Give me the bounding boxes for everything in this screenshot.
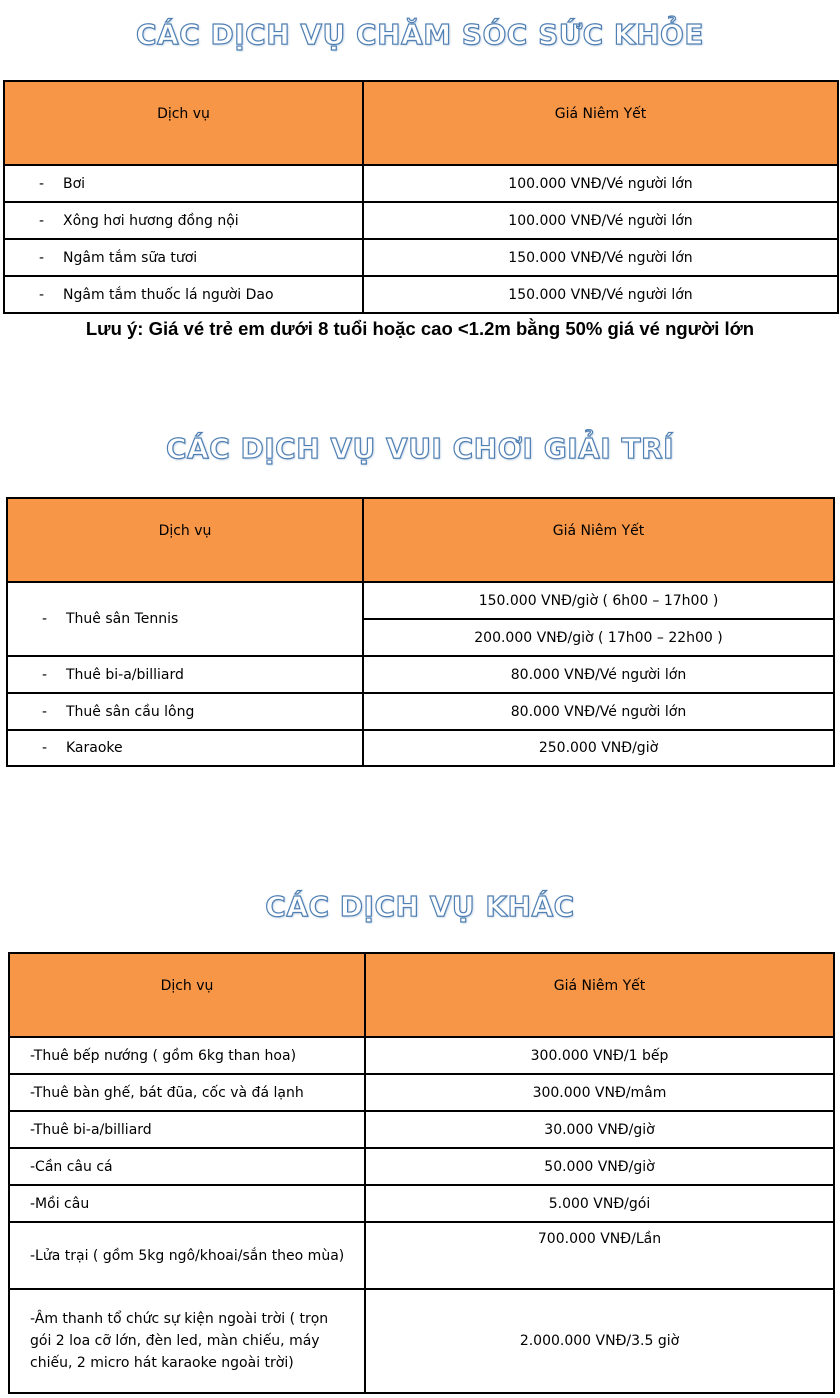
table-header-row	[7, 498, 834, 582]
service-name: -Lửa trại ( gồm 5kg ngô/khoai/sắn theo mùa)	[9, 1222, 365, 1289]
entertainment-services-title: CÁC DỊCH VỤ VUI CHƠI GIẢI TRÍ	[165, 432, 675, 465]
table-row	[9, 1037, 834, 1074]
table-row	[9, 1289, 834, 1393]
other-services-title: CÁC DỊCH VỤ KHÁC	[265, 890, 575, 923]
service-price: 5.000 VNĐ/gói	[365, 1185, 834, 1222]
table-row	[9, 1185, 834, 1222]
service-name: Xông hơi hương đồng nội	[63, 212, 239, 229]
dash-bullet: -	[42, 611, 48, 627]
table-row	[7, 693, 834, 730]
service-price: 300.000 VNĐ/mâm	[365, 1074, 834, 1111]
service-price: 100.000 VNĐ/Vé người lớn	[363, 165, 838, 202]
dash-bullet: -	[42, 703, 48, 720]
other-services-table	[8, 952, 835, 1394]
service-price: 50.000 VNĐ/giờ	[365, 1148, 834, 1185]
dash-bullet: -	[39, 212, 45, 229]
service-column-header: Dịch vụ	[9, 953, 365, 1037]
price-column-header: Giá Niêm Yết	[365, 953, 834, 1037]
dash-bullet: -	[39, 286, 45, 303]
health-services-table	[3, 80, 839, 314]
service-price: 80.000 VNĐ/Vé người lớn	[363, 693, 834, 730]
dash-bullet: -	[39, 249, 45, 266]
table-row	[4, 276, 838, 313]
table-row	[9, 1148, 834, 1185]
table-row	[4, 165, 838, 202]
service-price: 100.000 VNĐ/Vé người lớn	[363, 202, 838, 239]
dash-bullet: -	[42, 666, 48, 683]
service-name: Bơi	[63, 175, 86, 192]
price-column-header: Giá Niêm Yết	[363, 81, 838, 165]
service-price: 30.000 VNĐ/giờ	[365, 1111, 834, 1148]
service-price: 2.000.000 VNĐ/3.5 giờ	[365, 1289, 834, 1393]
service-name: -Thuê bếp nướng ( gồm 6kg than hoa)	[9, 1037, 365, 1074]
service-price: 80.000 VNĐ/Vé người lớn	[363, 656, 834, 693]
service-price: 250.000 VNĐ/giờ	[363, 730, 834, 766]
table-header-row	[4, 81, 838, 165]
health-services-title: CÁC DỊCH VỤ CHĂM SÓC SỨC KHỎE	[135, 18, 704, 51]
service-name: -Thuê bi-a/billiard	[9, 1111, 365, 1148]
service-name: -Mồi câu	[9, 1185, 365, 1222]
service-price: 150.000 VNĐ/Vé người lớn	[363, 239, 838, 276]
table-row	[4, 239, 838, 276]
table-row	[9, 1111, 834, 1148]
table-row	[9, 1222, 834, 1289]
service-column-header: Dịch vụ	[7, 498, 363, 582]
service-column-header: Dịch vụ	[4, 81, 363, 165]
table-row	[7, 656, 834, 693]
dash-bullet: -	[39, 175, 45, 192]
service-name: Ngâm tắm thuốc lá người Dao	[63, 286, 274, 303]
service-name: -Âm thanh tổ chức sự kiện ngoài trời ( trọn gói 2 loa cỡ lớn, đèn led, màn chiếu, máy chiếu, 2 micro hát karaoke ngoài trời)	[9, 1289, 365, 1393]
service-price: 150.000 VNĐ/giờ ( 6h00 – 17h00 )	[363, 582, 834, 619]
service-name: Ngâm tắm sữa tươi	[63, 249, 198, 266]
service-price: 700.000 VNĐ/Lần	[365, 1222, 834, 1289]
service-name: -Thuê bàn ghế, bát đũa, cốc và đá lạnh	[9, 1074, 365, 1111]
table-row	[7, 730, 834, 766]
table-row	[9, 1074, 834, 1111]
service-name: Thuê sân cầu lông	[66, 703, 195, 720]
table-row	[7, 582, 834, 619]
child-price-note: Lưu ý: Giá vé trẻ em dưới 8 tuổi hoặc cao <1.2m bằng 50% giá vé người lớn	[85, 318, 755, 339]
service-name: -Cần câu cá	[9, 1148, 365, 1185]
service-price: 150.000 VNĐ/Vé người lớn	[363, 276, 838, 313]
price-column-header: Giá Niêm Yết	[363, 498, 834, 582]
service-name: Thuê bi-a/billiard	[66, 666, 184, 683]
service-name: Karaoke	[66, 740, 123, 756]
table-header-row	[9, 953, 834, 1037]
service-name: Thuê sân Tennis	[66, 611, 179, 627]
dash-bullet: -	[42, 740, 48, 756]
service-price: 200.000 VNĐ/giờ ( 17h00 – 22h00 )	[363, 619, 834, 656]
table-row	[4, 202, 838, 239]
entertainment-services-table	[6, 497, 835, 767]
service-price: 300.000 VNĐ/1 bếp	[365, 1037, 834, 1074]
